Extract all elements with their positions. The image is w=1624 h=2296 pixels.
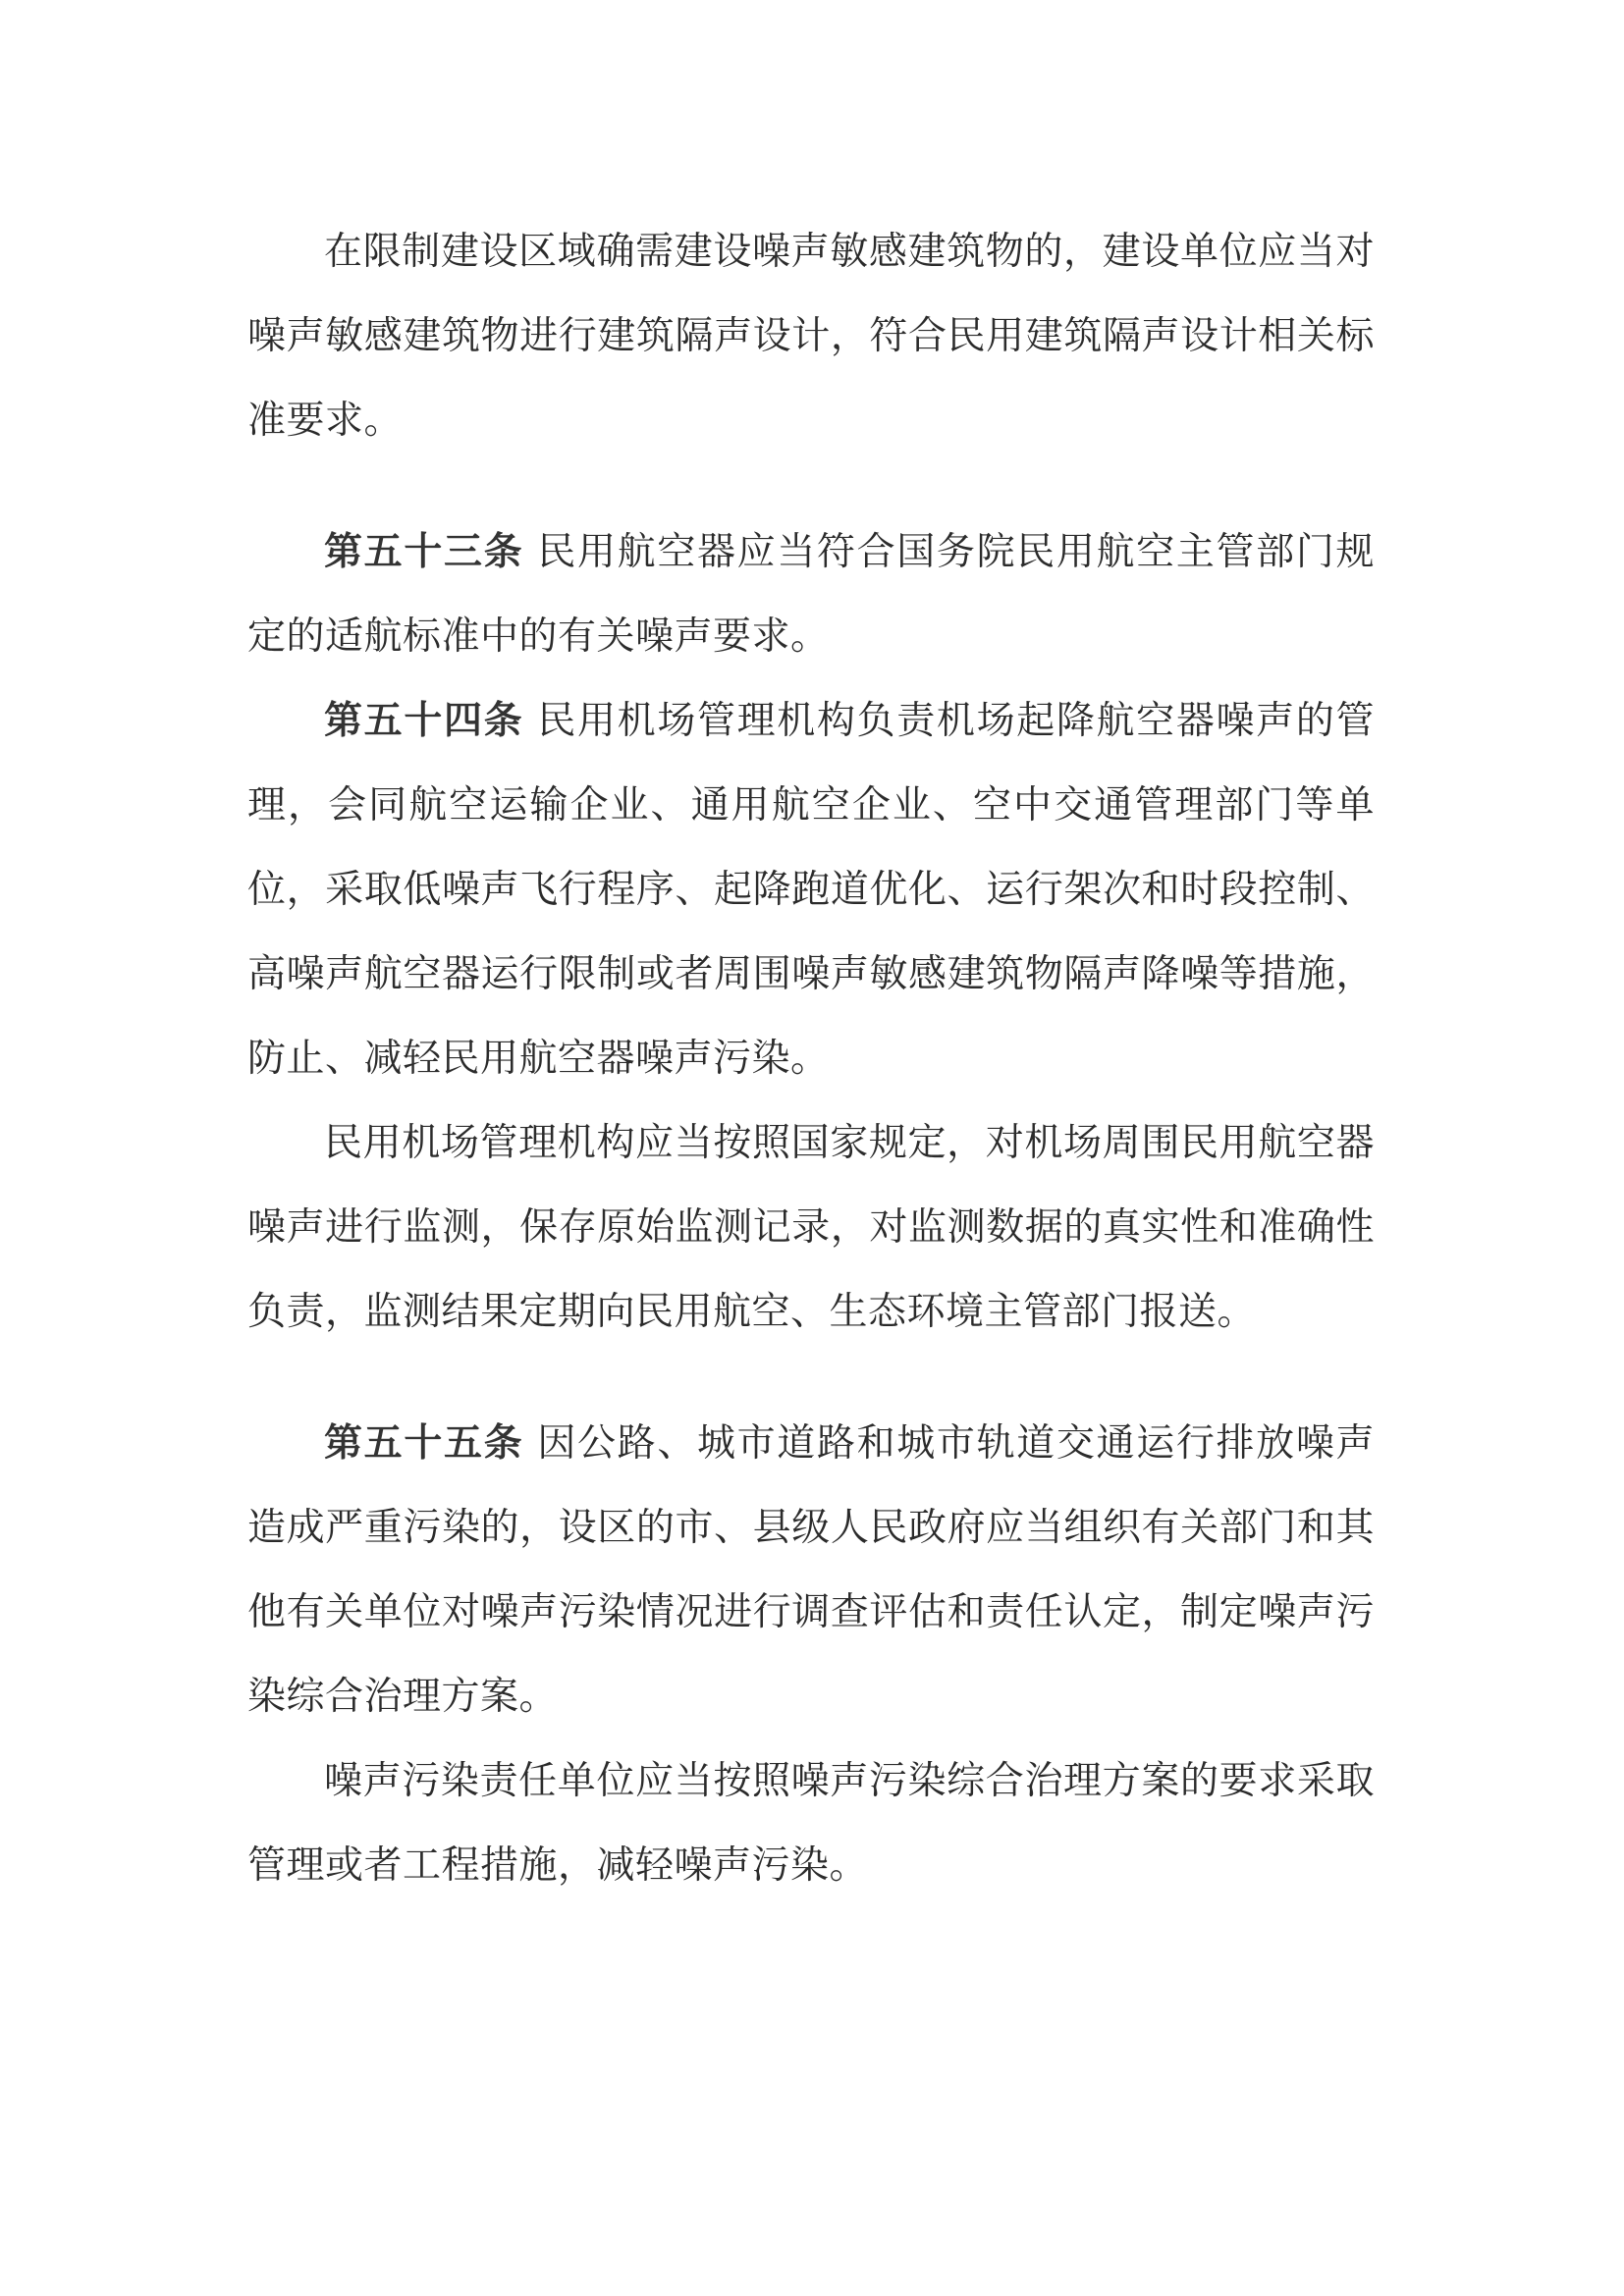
paragraph-restricted-area (247, 210, 1375, 463)
paragraph-airport-monitoring (247, 1101, 1375, 1355)
document-page (247, 210, 1375, 1908)
paragraph-responsible-units (247, 1739, 1375, 1908)
article-53 (247, 510, 1375, 679)
article-number: 第五十三条 (324, 530, 524, 574)
paragraph-text: 噪声污染责任单位应当按照噪声污染综合治理方案的要求采取管理或者工程措施，减轻噪声污染。 (247, 1759, 1375, 1888)
article-54 (247, 679, 1375, 1101)
article-number: 第五十四条 (324, 699, 524, 743)
article-text: 因公路、城市道路和城市轨道交通运行排放噪声造成严重污染的，设区的市、县级人民政府应当组织有关部门和其他有关单位对噪声污染情况进行调查评估和责任认定，制定噪声污染综合治理方案。 (247, 1421, 1375, 1719)
article-text: 民用机场管理机构负责机场起降航空器噪声的管理，会同航空运输企业、通用航空企业、空中交通管理部门等单位，采取低噪声飞行程序、起降跑道优化、运行架次和时段控制、高噪声航空器运行限制或者周围噪声敏感建筑物隔声降噪等措施，防止、减轻民用航空器噪声污染。 (247, 699, 1375, 1081)
paragraph-text: 民用机场管理机构应当按照国家规定，对机场周围民用航空器噪声进行监测，保存原始监测记录，对监测数据的真实性和准确性负责，监测结果定期向民用航空、生态环境主管部门报送。 (247, 1121, 1375, 1334)
article-55 (247, 1402, 1375, 1739)
article-number: 第五十五条 (324, 1421, 524, 1466)
article-text: 民用航空器应当符合国务院民用航空主管部门规定的适航标准中的有关噪声要求。 (247, 530, 1375, 659)
paragraph-text: 在限制建设区域确需建设噪声敏感建筑物的，建设单位应当对噪声敏感建筑物进行建筑隔声设计，符合民用建筑隔声设计相关标准要求。 (247, 230, 1375, 443)
